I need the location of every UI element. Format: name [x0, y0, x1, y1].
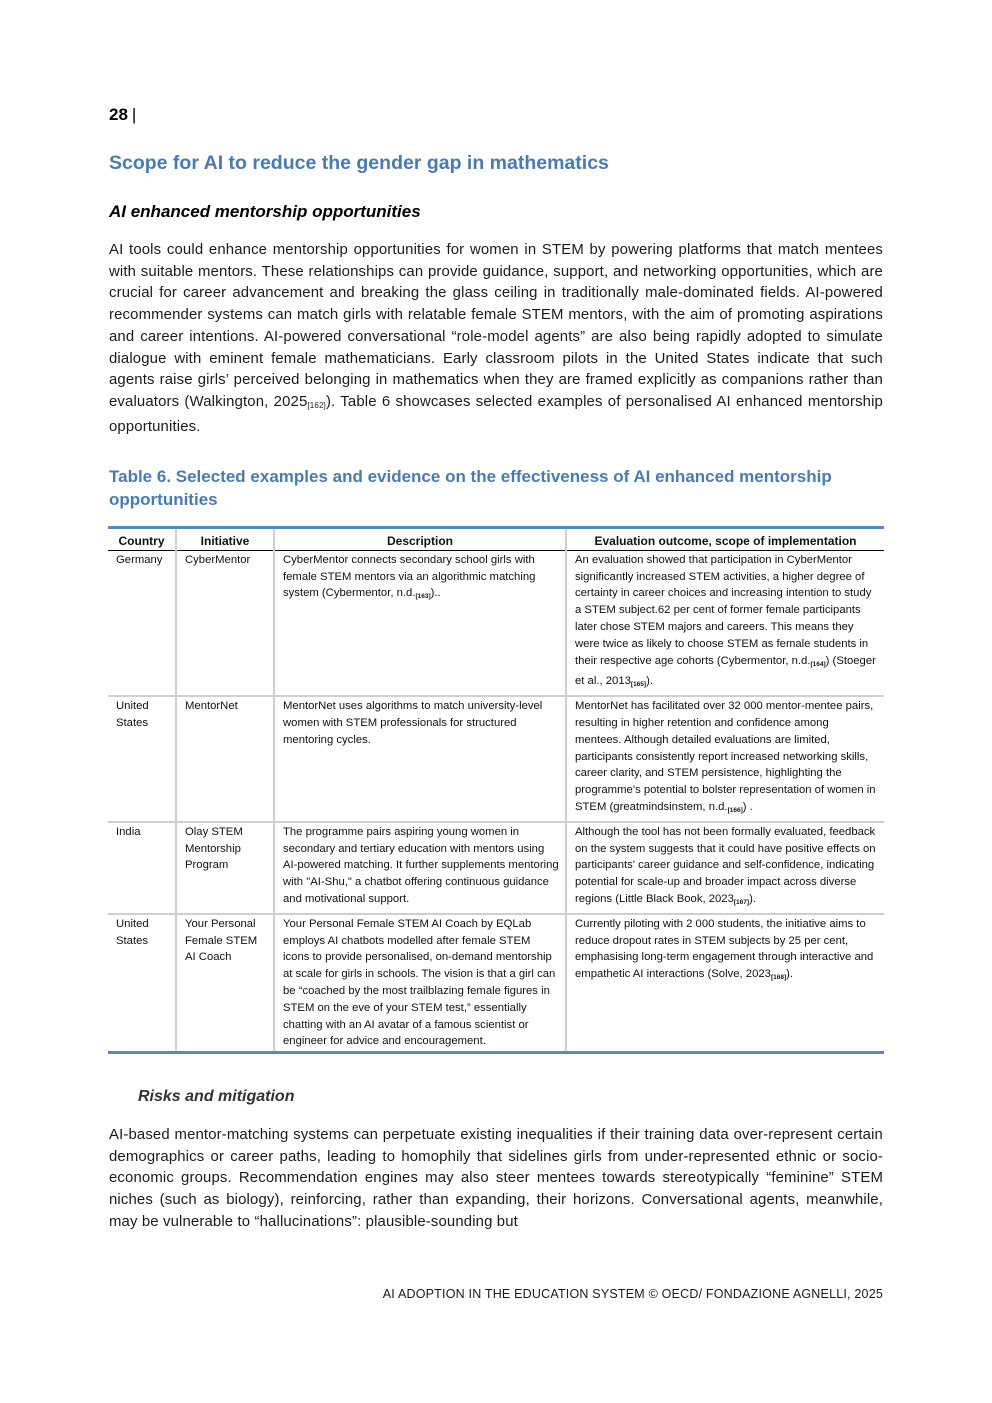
citation-ref: [165] [630, 681, 647, 689]
cell-description: MentorNet uses algorithms to match university-level women with STEM professionals for structured mentoring cycles. [274, 696, 566, 822]
header-initiative: Initiative [176, 528, 274, 551]
intro-paragraph: AI tools could enhance mentorship opportunities for women in STEM by powering platforms that match mentees with suitable mentors. These relationships can provide guidance, support, and networking opportunities, which are crucial for career advancement and breaking the glass ceiling in traditionally male-dominated fields. AI-powered recommender systems can match girls with relatable female STEM mentors, with the aim of promoting aspirations and career intentions. AI-powered conversational “role-model agents” are also being rapidly adopted to simulate dialogue with eminent female mathematicians. Early classroom pilots in the United States indicate that such agents raise girls’ perceived belonging in mathematics when they are framed explicitly as companions rather than evaluators (Walkington, $2025_{[162]}$). Table 6 showcases selected examples of personalised AI enhanced mentorship opportunities. [109, 242, 883, 435]
subsection-title: AI enhanced mentorship opportunities [109, 202, 421, 221]
section-title: Scope for AI to reduce the gender gap in mathematics [109, 152, 609, 174]
cell-country: Germany [108, 550, 176, 696]
citation-ref: [163] [415, 593, 431, 601]
cell-country: India [108, 822, 176, 914]
cell-description: CyberMentor connects secondary school girls with female STEM mentors via an algorithmic matching system (Cybermentor, $n.d._{[163]}$).. [274, 550, 566, 696]
citation-ref: [168] [770, 974, 787, 982]
header-evaluation: Evaluation outcome, scope of implementation [566, 528, 884, 551]
cell-evaluation: An evaluation showed that participation in CyberMentor significantly increased STEM activities, a higher degree of certainty in career choices and increasing intention to study a STEM subject.62 per cent of former female participants later chose STEM majors and careers. This means they were twice as likely to choose STEM as female students in their respective age cohorts (Cybermentor, $n.d._{[164]}$) (Stoeger et al., $2013_{[165]}$). [566, 550, 884, 696]
table-row [108, 914, 884, 1053]
cell-initiative: Olay STEM Mentorship Program [176, 822, 274, 914]
table-caption: Table 6. Selected examples and evidence on the effectiveness of AI enhanced mentorship opportunities [109, 467, 832, 509]
cell-initiative: Your Personal Female STEM AI Coach [176, 914, 274, 1053]
cell-description: The programme pairs aspiring young women in secondary and tertiary education with mentors using AI-powered matching. It further supplements mentoring with "AI-Shu," a chatbot offering continuous guidance and motivational support. [274, 822, 566, 914]
table-row [108, 550, 884, 696]
table-row [108, 822, 884, 914]
table-header-row [108, 528, 884, 551]
cell-evaluation: Although the tool has not been formally evaluated, feedback on the system suggests that it could have positive effects on participants' career guidance and self-confidence, indicating potential for scale-up and broader impact across diverse regions (Little Black Book, $2023_{[167]}$). [566, 822, 884, 914]
cell-country: United States [108, 914, 176, 1053]
cell-country: United States [108, 696, 176, 822]
risks-paragraph: AI-based mentor-matching systems can perpetuate existing inequalities if their training data over-represent certain demographics or career paths, leading to homophily that sidelines girls from under-represented ethnic or socio-economic groups. Recommendation engines may also steer mentees towards stereotypically “feminine” STEM niches (such as biology), reinforcing, rather than expanding, their horizons. Conversational agents, meanwhile, may be vulnerable to “hallucinations”: plausible-sounding but [109, 1127, 883, 1230]
evidence-table [108, 526, 884, 1054]
cell-initiative: MentorNet [176, 696, 274, 822]
page-number: 28 | [109, 105, 137, 124]
cell-initiative: CyberMentor [176, 550, 274, 696]
citation-ref: [167] [733, 898, 750, 906]
cell-evaluation: MentorNet has facilitated over 32 000 mentor-mentee pairs, resulting in higher retention and confidence among mentees. Although detailed evaluations are limited, participants consistently report increased networking skills, career clarity, and STEM persistence, highlighting the programme’s potential to bolster representation of women in STEM (greatmindsinstem, $n.d._{[166]}$) . [566, 696, 884, 822]
header-description: Description [274, 528, 566, 551]
cell-evaluation: Currently piloting with 2 000 students, the initiative aims to reduce dropout rates in STEM subjects by 25 per cent, emphasising long-term engagement through interactive and empathetic AI interactions (Solve, $2023_{[168]}$). [566, 914, 884, 1053]
cell-description: Your Personal Female STEM AI Coach by EQLab employs AI chatbots modelled after female STEM icons to provide personalised, on-demand mentorship at scale for girls in schools. The vision is that a girl can be “coached by the most trailblazing female figures in STEM on the eve of your STEM test,” essentially chatting with an AI avatar of a famous scientist or engineer for advice and encouragement. [274, 914, 566, 1053]
risks-title: Risks and mitigation [138, 1088, 295, 1105]
citation-ref: [166] [727, 806, 743, 814]
citation-ref: [162] [307, 400, 326, 410]
page-footer: AI ADOPTION IN THE EDUCATION SYSTEM © OECD/ FONDAZIONE AGNELLI, 2025 [382, 1287, 883, 1301]
header-country: Country [108, 528, 176, 551]
table-row [108, 696, 884, 822]
citation-ref: [164] [810, 660, 826, 668]
